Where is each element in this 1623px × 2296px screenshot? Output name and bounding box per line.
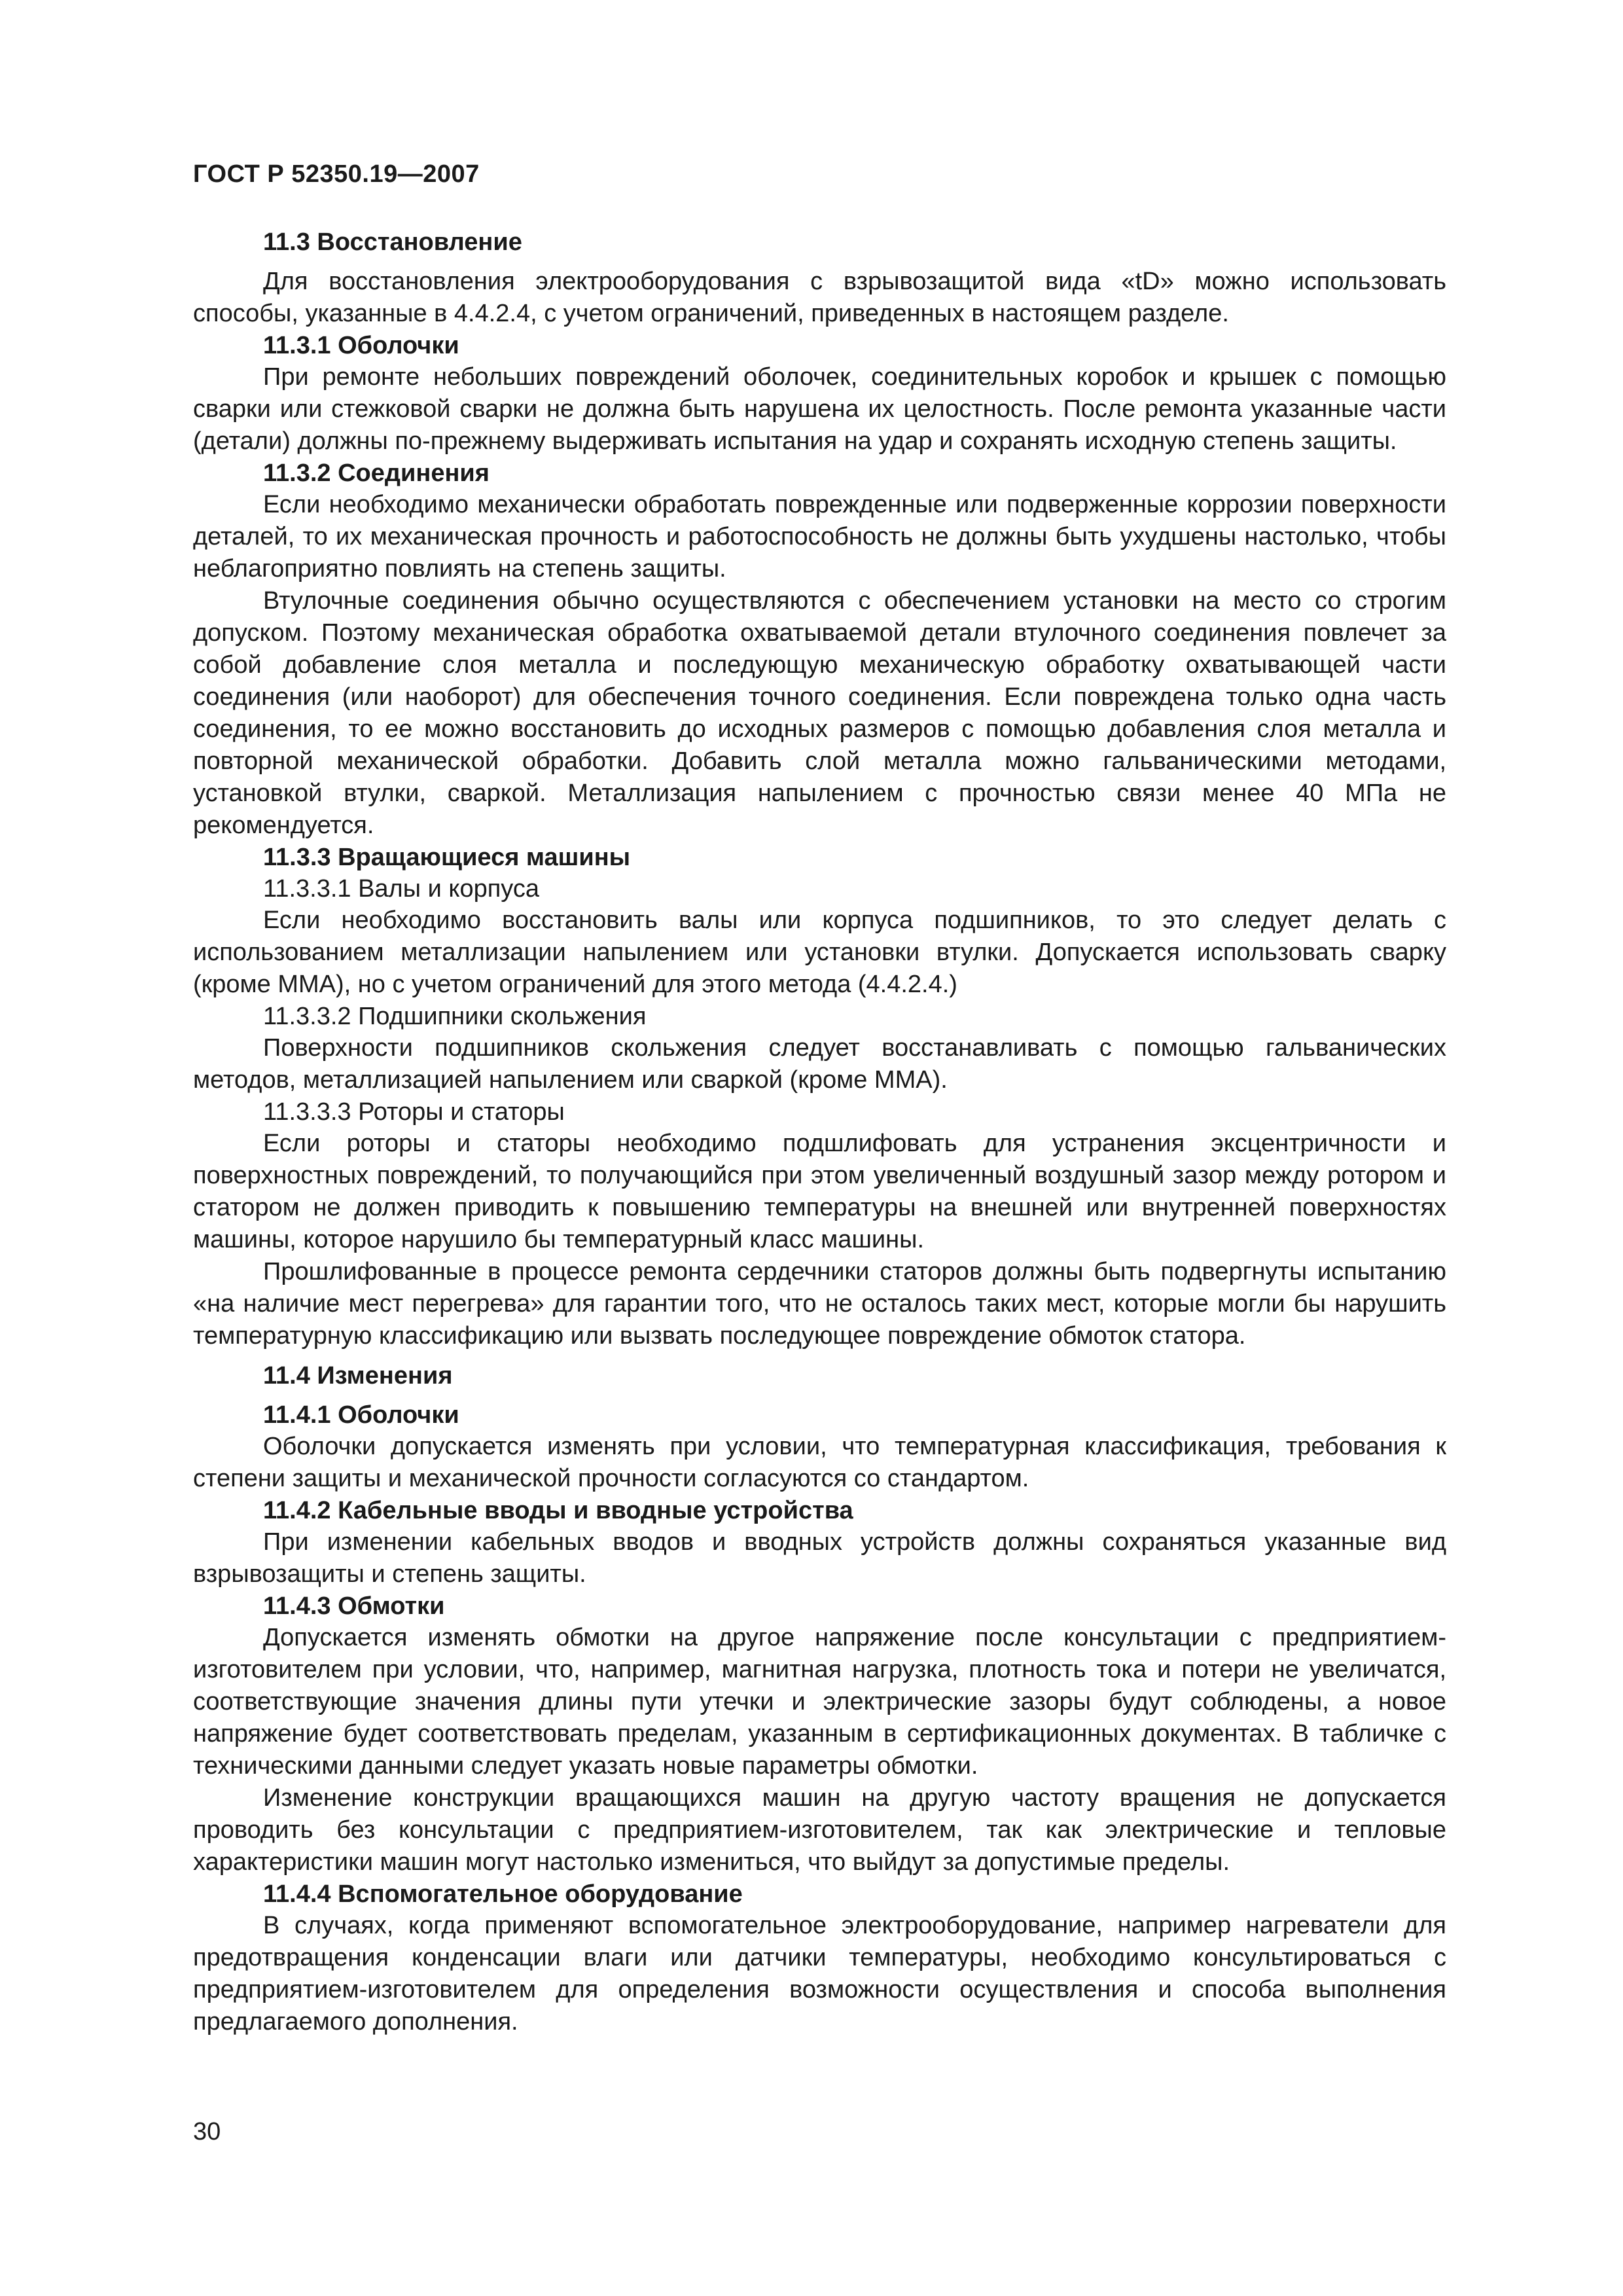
document-page bbox=[193, 160, 1446, 2038]
section-heading: 11.3 Восстановление bbox=[263, 228, 522, 256]
paragraph: Если роторы и статоры необходимо подшлифовать для устранения эксцентричности и поверхностных повреждений, то получающийся при этом увеличенный воздушный зазор между ротором и статором не должен приводить к повышению температуры на внешней или внутренней поверхностях машины, которое нарушило бы температурный класс машины. bbox=[193, 1130, 1446, 1253]
paragraph: Оболочки допускается изменять при условии, что температурная классификация, требования к степени защиты и механической прочности согласуются со стандартом. bbox=[193, 1433, 1446, 1492]
page-number: 30 bbox=[193, 2118, 221, 2145]
paragraph: В случаях, когда применяют вспомогательное электрооборудование, например нагреватели для предотвращения конденсации влаги или датчики температуры, необходимо консультироваться с предприятием-изготовителем для определения возможности осуществления и способа выполнения предлагаемого дополнения. bbox=[193, 1912, 1446, 2036]
paragraph: Изменение конструкции вращающихся машин на другую частоту вращения не допускается проводить без консультации с предприятием-изготовителем, так как электрические и тепловые характеристики машин могут настолько измениться, что выйдут за допустимые пределы. bbox=[193, 1784, 1446, 1876]
subsection-heading: 11.4.3 Обмотки bbox=[263, 1592, 445, 1620]
subsection-heading: 11.4.2 Кабельные вводы и вводные устройства bbox=[263, 1497, 853, 1524]
paragraph: Втулочные соединения обычно осуществляются с обеспечением установки на место со строгим допуском. Поэтому механическая обработка охватываемой детали втулочного соединения повлечет за собой добавление слоя металла и последующую механическую обработку охватывающей части соединения (или наоборот) для обеспечения точного соединения. Если повреждена только одна часть соединения, то ее можно восстановить до исходных размеров с помощью добавления слоя металла и повторной механической обработки. Добавить слой металла можно гальваническими методами, установкой втулки, сваркой. Металлизация напылением с прочностью связи менее 40 МПа не рекомендуется. bbox=[193, 587, 1446, 839]
section-heading: 11.4.1 Оболочки bbox=[263, 1401, 459, 1429]
document-code: ГОСТ Р 52350.19—2007 bbox=[193, 160, 480, 188]
clause-heading: 11.3.3.2 Подшипники скольжения bbox=[263, 1003, 647, 1030]
paragraph: Если необходимо восстановить валы или корпуса подшипников, то это следует делать с использованием металлизации напылением или установки втулки. Допускается использовать сварку (кроме ММА), но с учетом ограничений для этого метода (4.4.2.4.) bbox=[193, 906, 1446, 998]
paragraph: При изменении кабельных вводов и вводных устройств должны сохраняться указанные вид взрывозащиты и степень защиты. bbox=[193, 1528, 1446, 1588]
subsection-heading: 11.3.2 Соединения bbox=[263, 459, 490, 487]
clause-heading: 11.3.3.3 Роторы и статоры bbox=[263, 1098, 565, 1126]
document-body bbox=[193, 226, 1446, 2038]
subsection-heading: 11.3.3 Вращающиеся машины bbox=[263, 844, 631, 871]
subsection-heading: 11.3.1 Оболочки bbox=[263, 332, 459, 359]
paragraph: При ремонте небольших повреждений оболочек, соединительных коробок и крышек с помощью сварки или стежковой сварки не должна быть нарушена их целостность. После ремонта указанные части (детали) должны по-прежнему выдерживать испытания на удар и сохранять исходную степень защиты. bbox=[193, 363, 1446, 455]
clause-heading: 11.3.3.1 Валы и корпуса bbox=[263, 875, 539, 903]
paragraph: Для восстановления электрооборудования с взрывозащитой вида «tD» можно использовать способы, указанные в 4.4.2.4, с учетом ограничений, приведенных в настоящем разделе. bbox=[193, 268, 1446, 327]
section-heading: 11.4 Изменения bbox=[263, 1362, 453, 1390]
paragraph: Поверхности подшипников скольжения следует восстанавливать с помощью гальванических методов, металлизацией напылением или сваркой (кроме ММА). bbox=[193, 1034, 1446, 1094]
paragraph: Прошлифованные в процессе ремонта сердечники статоров должны быть подвергнуты испытанию «на наличие мест перегрева» для гарантии того, что не осталось таких мест, которые могли бы нарушить температурную классификацию или вызвать последующее повреждение обмоток статора. bbox=[193, 1258, 1446, 1350]
subsection-heading: 11.4.4 Вспомогательное оборудование bbox=[263, 1880, 743, 1908]
paragraph: Если необходимо механически обработать поврежденные или подверженные коррозии поверхности деталей, то их механическая прочность и работоспособность не должны быть ухудшены настолько, чтобы неблагоприятно повлиять на степень защиты. bbox=[193, 491, 1446, 583]
paragraph: Допускается изменять обмотки на другое напряжение после консультации с предприятием-изготовителем при условии, что, например, магнитная нагрузка, плотность тока и потери не увеличатся, соответствующие значения длины пути утечки и электрические зазоры будут соблюдены, а новое напряжение будет соответствовать пределам, указанным в сертификационных документах. В табличке с техническими данными следует указать новые параметры обмотки. bbox=[193, 1624, 1446, 1780]
